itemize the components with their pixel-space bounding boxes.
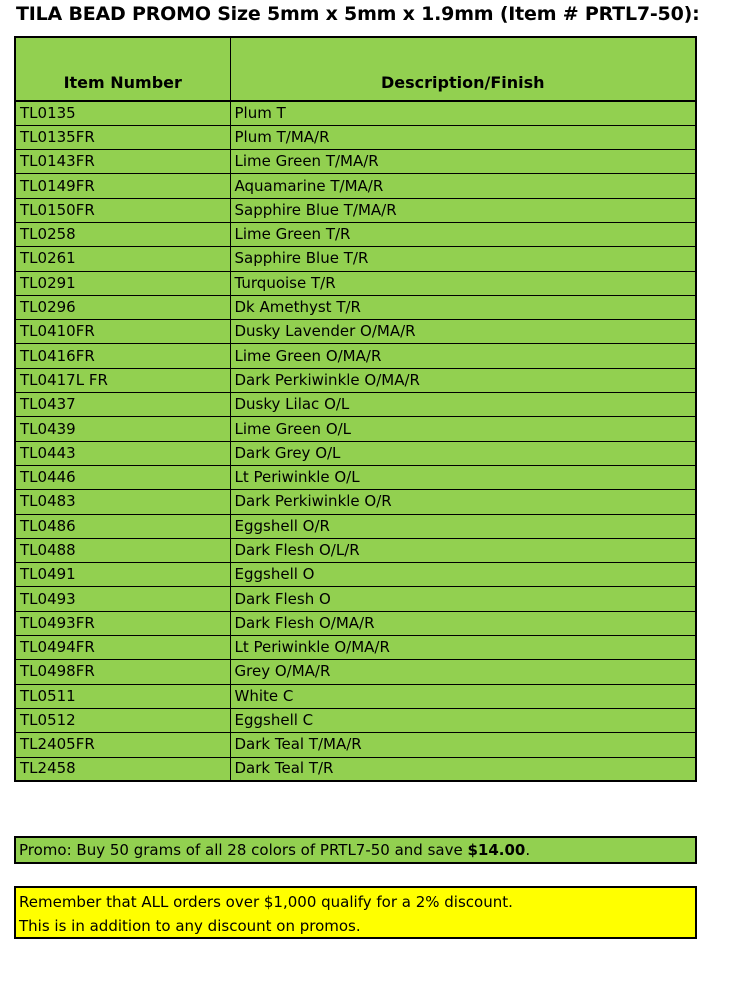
table-row [15, 490, 696, 514]
description-finish-cell: Dark Flesh O/MA/R [230, 611, 696, 635]
item-number-cell: TL0135 [15, 101, 230, 125]
description-finish-cell: Dusky Lavender O/MA/R [230, 320, 696, 344]
item-number-cell: TL0150FR [15, 198, 230, 222]
description-finish-cell: Plum T [230, 101, 696, 125]
item-number-cell: TL0291 [15, 271, 230, 295]
description-finish-cell: Lt Periwinkle O/MA/R [230, 636, 696, 660]
item-number-cell: TL0437 [15, 393, 230, 417]
table-row [15, 636, 696, 660]
item-number-cell: TL0296 [15, 295, 230, 319]
description-finish-cell: White C [230, 684, 696, 708]
table-row [15, 247, 696, 271]
table-row [15, 563, 696, 587]
item-number-cell: TL0493FR [15, 611, 230, 635]
table-row [15, 222, 696, 246]
description-finish-cell: Eggshell O/R [230, 514, 696, 538]
table-row [15, 708, 696, 732]
table-row [15, 125, 696, 149]
item-number-cell: TL2405FR [15, 733, 230, 757]
item-number-cell: TL0493 [15, 587, 230, 611]
description-finish-cell: Dusky Lilac O/L [230, 393, 696, 417]
table-row [15, 465, 696, 489]
promo-text-period: . [525, 841, 531, 859]
column-header-description-finish: Description/Finish [230, 37, 696, 101]
description-finish-cell: Dark Teal T/MA/R [230, 733, 696, 757]
table-row [15, 757, 696, 781]
item-number-cell: TL0512 [15, 708, 230, 732]
item-number-cell: TL0135FR [15, 125, 230, 149]
description-finish-cell: Eggshell O [230, 563, 696, 587]
item-number-cell: TL0417L FR [15, 368, 230, 392]
description-finish-cell: Turquoise T/R [230, 271, 696, 295]
description-finish-cell: Dark Grey O/L [230, 441, 696, 465]
discount-note [14, 886, 697, 939]
table-row [15, 660, 696, 684]
description-finish-cell: Dark Flesh O/L/R [230, 538, 696, 562]
table-row [15, 198, 696, 222]
bead-promo-table [14, 36, 697, 782]
table-row [15, 150, 696, 174]
table-row [15, 271, 696, 295]
table-row [15, 684, 696, 708]
table-row [15, 611, 696, 635]
description-finish-cell: Lime Green T/MA/R [230, 150, 696, 174]
page-title: TILA BEAD PROMO Size 5mm x 5mm x 1.9mm (Item # PRTL7-50): [16, 3, 700, 25]
description-finish-cell: Sapphire Blue T/R [230, 247, 696, 271]
item-number-cell: TL0446 [15, 465, 230, 489]
description-finish-cell: Lime Green O/L [230, 417, 696, 441]
table-row [15, 344, 696, 368]
item-number-cell: TL0149FR [15, 174, 230, 198]
item-number-cell: TL0494FR [15, 636, 230, 660]
description-finish-cell: Aquamarine T/MA/R [230, 174, 696, 198]
item-number-cell: TL0143FR [15, 150, 230, 174]
description-finish-cell: Dark Flesh O [230, 587, 696, 611]
item-number-cell: TL0488 [15, 538, 230, 562]
table-row [15, 538, 696, 562]
item-number-cell: TL0443 [15, 441, 230, 465]
description-finish-cell: Dark Perkiwinkle O/R [230, 490, 696, 514]
item-number-cell: TL0410FR [15, 320, 230, 344]
table-body [15, 101, 696, 781]
table-row [15, 733, 696, 757]
item-number-cell: TL0483 [15, 490, 230, 514]
description-finish-cell: Lime Green O/MA/R [230, 344, 696, 368]
description-finish-cell: Lime Green T/R [230, 222, 696, 246]
item-number-cell: TL0491 [15, 563, 230, 587]
item-number-cell: TL0511 [15, 684, 230, 708]
table-row [15, 295, 696, 319]
promo-amount: $14.00 [467, 841, 526, 859]
table-row [15, 587, 696, 611]
table-row [15, 174, 696, 198]
table-row [15, 320, 696, 344]
item-number-cell: TL0416FR [15, 344, 230, 368]
table-row [15, 368, 696, 392]
description-finish-cell: Dk Amethyst T/R [230, 295, 696, 319]
table-header-row [15, 37, 696, 101]
table-row [15, 441, 696, 465]
description-finish-cell: Eggshell C [230, 708, 696, 732]
item-number-cell: TL0486 [15, 514, 230, 538]
note-line-2: This is in addition to any discount on promos. [19, 917, 361, 935]
item-number-cell: TL2458 [15, 757, 230, 781]
table-row [15, 417, 696, 441]
table-row [15, 101, 696, 125]
description-finish-cell: Dark Teal T/R [230, 757, 696, 781]
item-number-cell: TL0439 [15, 417, 230, 441]
promo-text: Promo: Buy 50 grams of all 28 colors of PRTL7-50 and save [19, 841, 468, 859]
table-row [15, 514, 696, 538]
item-number-cell: TL0498FR [15, 660, 230, 684]
description-finish-cell: Dark Perkiwinkle O/MA/R [230, 368, 696, 392]
promo-banner [14, 836, 697, 864]
note-line-1: Remember that ALL orders over $1,000 qualify for a 2% discount. [19, 893, 513, 911]
description-finish-cell: Lt Periwinkle O/L [230, 465, 696, 489]
description-finish-cell: Sapphire Blue T/MA/R [230, 198, 696, 222]
description-finish-cell: Grey O/MA/R [230, 660, 696, 684]
description-finish-cell: Plum T/MA/R [230, 125, 696, 149]
item-number-cell: TL0258 [15, 222, 230, 246]
item-number-cell: TL0261 [15, 247, 230, 271]
table-row [15, 393, 696, 417]
column-header-item-number: Item Number [15, 37, 230, 101]
